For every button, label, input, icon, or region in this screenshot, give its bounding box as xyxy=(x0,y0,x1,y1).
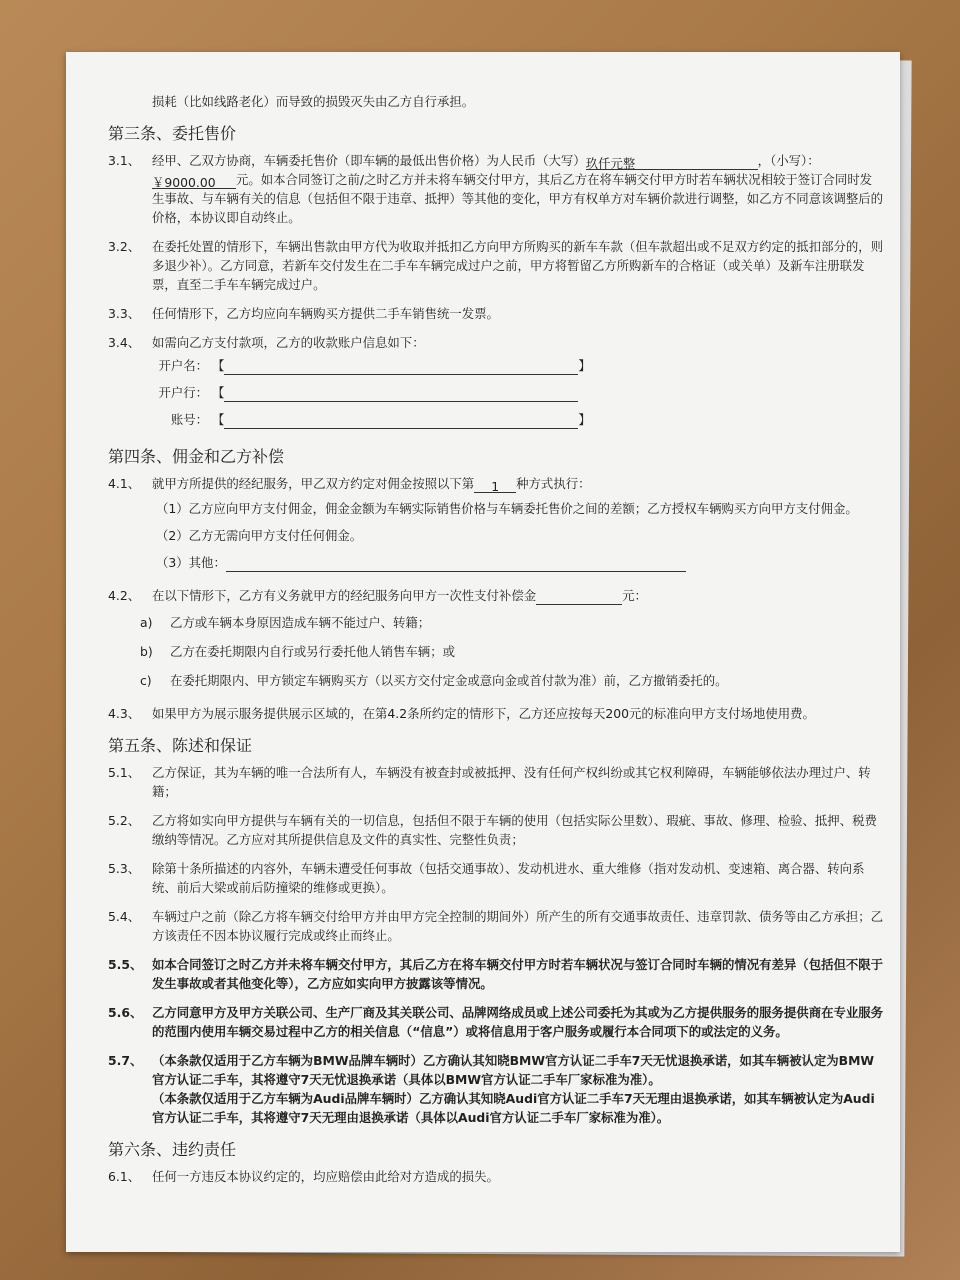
condition-marker: a) xyxy=(140,615,153,630)
account-name-row xyxy=(154,356,884,375)
condition-a xyxy=(140,613,884,632)
clause-number: 4.1、 xyxy=(108,476,141,491)
option-3-label: （3）其他： xyxy=(156,555,226,570)
section-5-title: 第五条、陈述和保证 xyxy=(108,736,253,755)
clause-text: 除第十条所描述的内容外，车辆未遭受任何事故（包括交通事故）、发动机进水、重大维修（指对发动机、变速箱、离合器、转向系统、前后大梁或前后防撞梁的维修或更换）。 xyxy=(152,861,865,895)
clause-number: 3.2、 xyxy=(108,239,141,254)
clause-number: 5.3、 xyxy=(108,861,141,876)
price-words-value: 玖仟元整 xyxy=(585,156,636,171)
account-number-label: 账号： xyxy=(170,412,208,427)
clause-number: 5.2、 xyxy=(108,813,141,828)
account-name-label: 开户名： xyxy=(158,358,208,373)
price-words-field[interactable] xyxy=(586,154,758,170)
clause-5-1 xyxy=(108,763,884,801)
clause-number: 4.2、 xyxy=(108,588,141,603)
clause-number: 5.5、 xyxy=(108,957,143,972)
clause-text: 如需向乙方支付款项，乙方的收款账户信息如下： xyxy=(152,335,425,350)
bracket-left: 【 xyxy=(211,385,225,400)
contract-page xyxy=(66,52,900,1252)
clause-text-bmw: （本条款仅适用于乙方车辆为BMW品牌车辆时）乙方确认其知晓BMW官方认证二手车7天无忧退换承诺，如其车辆被认定为BMW官方认证二手车，其将遵守7天无忧退换承诺（具体以BMW官方认证二手车厂家标准为准）。 xyxy=(152,1053,875,1087)
bracket-right: 】 xyxy=(578,358,591,373)
clause-text: 任何情形下，乙方均应向车辆购买方提供二手车销售统一发票。 xyxy=(152,306,499,321)
clause-number: 5.1、 xyxy=(108,765,141,780)
commission-option-field[interactable] xyxy=(474,477,516,493)
clause-3-1 xyxy=(108,151,884,227)
commission-option-value: 1 xyxy=(491,479,500,494)
section-6-title: 第六条、违约责任 xyxy=(108,1140,237,1159)
price-digits-value: ￥9000.00 xyxy=(152,175,216,190)
clause-text: 乙方将如实向甲方提供与车辆有关的一切信息，包括但不限于车辆的使用（包括实际公里数）、瑕疵、事故、修理、检验、抵押、税费缴纳等情况。乙方应对其所提供信息及文件的真实性、完整性负责； xyxy=(152,813,877,847)
option-2: （2）乙方无需向甲方支付任何佣金。 xyxy=(156,528,363,543)
bracket-left: 【 xyxy=(211,412,225,427)
clause-text: 如本合同签订之时乙方并未将车辆交付甲方，其后乙方在将车辆交付甲方时若车辆状况与签订合同时车辆的情况有差异（包括但不限于发生事故或者其他变化等），乙方应如实向甲方披露该等情况。 xyxy=(152,957,884,991)
clause-5-5 xyxy=(108,955,884,993)
clause-text: 元。如本合同签订之前/之时乙方并未将车辆交付甲方，其后乙方在将车辆交付甲方时若车辆状况相较于签订合同时发生事故、与车辆有关的信息（包括但不限于违章、抵押）等其他的变化，甲方有权单方对车辆价款进行调整，如乙方不同意该调整后的价格，本协议即自动终止。 xyxy=(152,172,884,225)
condition-text: 乙方或车辆本身原因造成车辆不能过户、转籍； xyxy=(170,615,431,630)
condition-text: 乙方在委托期限内自行或另行委托他人销售车辆；或 xyxy=(170,644,455,659)
clause-text: 车辆过户之前（除乙方将车辆交付给甲方并由甲方完全控制的期间外）所产生的所有交通事故责任、违章罚款、债务等由乙方承担；乙方该责任不因本协议履行完成或终止而终止。 xyxy=(152,909,884,943)
other-option-field[interactable] xyxy=(226,556,686,572)
clause-text: 经甲、乙双方协商，车辆委托售价（即车辆的最低出售价格）为人民币（大写） xyxy=(152,153,586,168)
clause-text: ，（小写）： xyxy=(757,153,820,168)
clause-4-3 xyxy=(108,704,884,723)
compensation-amount-field[interactable] xyxy=(536,589,622,605)
clause-3-3 xyxy=(108,304,884,323)
clause-number: 4.3、 xyxy=(108,706,141,721)
clause-number: 5.6、 xyxy=(108,1005,143,1020)
clause-4-2 xyxy=(108,586,884,605)
clause-number: 5.4、 xyxy=(108,909,141,924)
condition-c xyxy=(140,671,884,690)
clause-4-1 xyxy=(108,474,884,493)
price-digits-field[interactable] xyxy=(152,173,236,189)
account-bank-label: 开户行： xyxy=(158,385,208,400)
clause-number: 3.1、 xyxy=(108,153,141,168)
clause-5-7 xyxy=(108,1051,884,1127)
clause-3-4 xyxy=(108,333,884,352)
clause-text: 乙方同意甲方及甲方关联公司、生产厂商及其关联公司、品牌网络成员或上述公司委托为其或为乙方提供服务的服务提供商在专业服务的范围内使用车辆交易过程中乙方的相关信息（“信息”）或将信息用于客户服务或履行本合同项下的或法定的义务。 xyxy=(152,1005,884,1039)
account-bank-field[interactable] xyxy=(224,386,578,402)
section-3-title: 第三条、委托售价 xyxy=(108,124,237,143)
account-number-field[interactable] xyxy=(224,413,578,429)
account-number-row xyxy=(154,410,884,429)
clause-6-1 xyxy=(108,1167,884,1186)
clause-number: 3.3、 xyxy=(108,306,141,321)
condition-marker: c) xyxy=(140,673,152,688)
clause-text: 在以下情形下，乙方有义务就甲方的经纪服务向甲方一次性支付补偿金 xyxy=(152,588,537,603)
clause-text: 种方式执行： xyxy=(516,476,591,491)
section-4-title: 第四条、佣金和乙方补偿 xyxy=(108,447,285,466)
clause-text: 就甲方所提供的经纪服务，甲乙双方约定对佣金按照以下第 xyxy=(152,476,475,491)
clause-text: 乙方保证，其为车辆的唯一合法所有人，车辆没有被查封或被抵押、没有任何产权纠纷或其它权利障碍，车辆能够依法办理过户、转籍； xyxy=(152,765,871,799)
clause-text-audi: （本条款仅适用于乙方车辆为Audi品牌车辆时）乙方确认其知晓Audi官方认证二手车7天无理由退换承诺，如其车辆被认定为Audi官方认证二手车，其将遵守7天无理由退换承诺（具体以Audi官方认证二手车厂家标准为准）。 xyxy=(152,1091,875,1125)
clause-text: 任何一方违反本协议约定的，均应赔偿由此给对方造成的损失。 xyxy=(152,1169,499,1184)
clause-number: 3.4、 xyxy=(108,335,141,350)
clause-text: 在委托处置的情形下，车辆出售款由甲方代为收取并抵扣乙方向甲方所购买的新车车款（但车款超出或不足双方约定的抵扣部分的，则多退少补）。乙方同意，若新车交付发生在二手车车辆完成过户之前，甲方将暂留乙方所购新车的合格证（或关单）及新车注册联发票，直至二手车车辆完成过户。 xyxy=(152,239,884,292)
account-name-field[interactable] xyxy=(224,359,578,375)
condition-b xyxy=(140,642,884,661)
clause-5-6 xyxy=(108,1003,884,1041)
option-3 xyxy=(156,553,884,572)
clause-number: 6.1、 xyxy=(108,1169,141,1184)
bracket-left: 【 xyxy=(211,358,225,373)
option-1: （1）乙方应向甲方支付佣金，佣金金额为车辆实际销售价格与车辆委托售价之间的差额；乙方授权车辆购买方向甲方支付佣金。 xyxy=(156,501,858,516)
page-content xyxy=(94,92,884,1196)
clause-text: 元： xyxy=(622,588,647,603)
clause-5-3 xyxy=(108,859,884,897)
condition-marker: b) xyxy=(140,644,153,659)
continued-text: 损耗（比如线路老化）而导致的损毁灭失由乙方自行承担。 xyxy=(152,94,475,109)
clause-5-2 xyxy=(108,811,884,849)
clause-number: 5.7、 xyxy=(108,1053,143,1068)
condition-text: 在委托期限内、甲方锁定车辆购买方（以买方交付定金或意向金或首付款为准）前，乙方撤销委托的。 xyxy=(170,673,728,688)
clause-5-4 xyxy=(108,907,884,945)
clause-3-2 xyxy=(108,237,884,294)
account-bank-row xyxy=(154,383,884,402)
bracket-right: 】 xyxy=(578,412,591,427)
clause-text: 如果甲方为展示服务提供展示区域的，在第4.2条所约定的情形下，乙方还应按每天200元的标准向甲方支付场地使用费。 xyxy=(152,706,815,721)
